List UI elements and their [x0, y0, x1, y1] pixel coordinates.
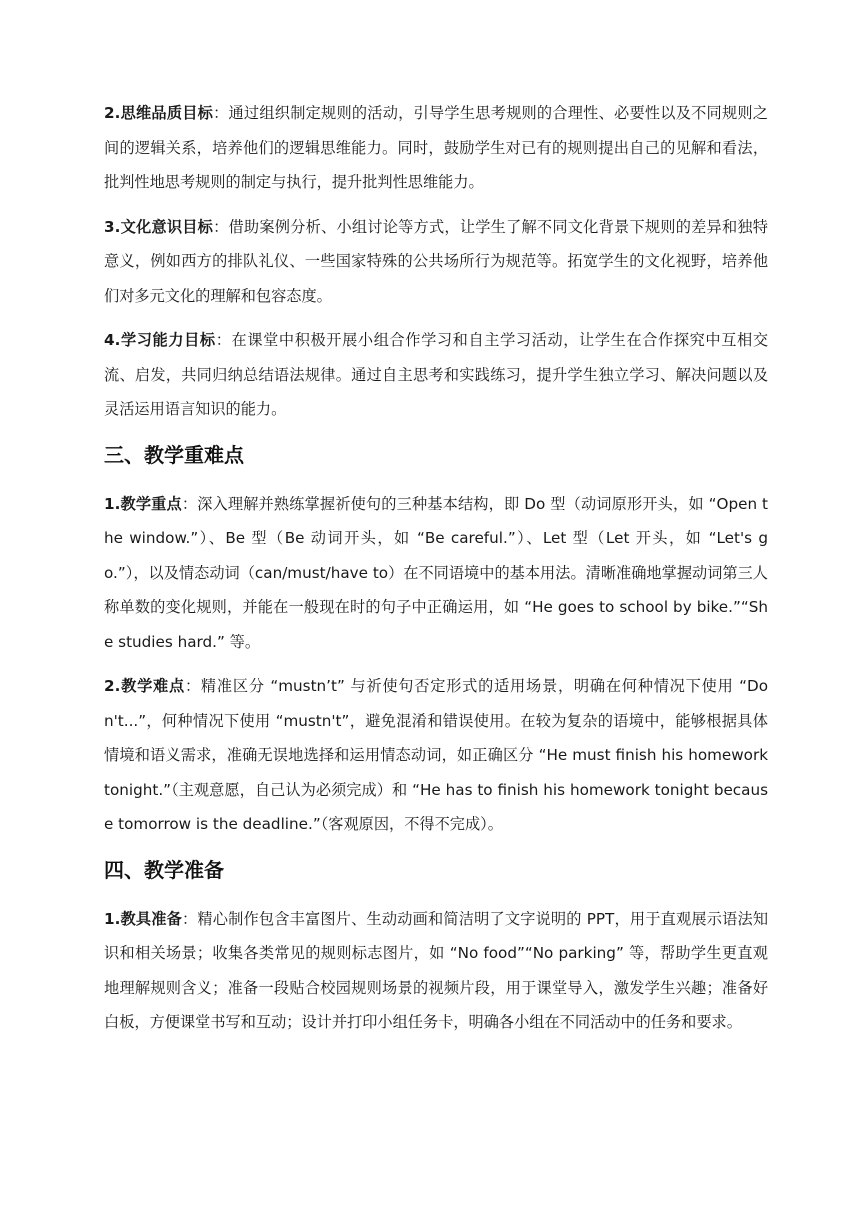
- paragraph-label: 2.思维品质目标: [104, 104, 214, 122]
- paragraph-label: 4.学习能力目标: [104, 331, 216, 349]
- paragraph-learning-ability-goal: [104, 323, 768, 427]
- paragraph-label: 1.教具准备: [104, 909, 183, 928]
- paragraph-text: ：借助案例分析、小组讨论等方式，让学生了解不同文化背景下规则的差异和独特意义，例如西方的排队礼仪、一些国家特殊的公共场所行为规范等。拓宽学生的文化视野，培养他们对多元文化的理解和包容态度。: [104, 217, 768, 305]
- paragraph-thinking-quality-goal: [104, 96, 768, 200]
- paragraph-text: ：精心制作包含丰富图片、生动动画和简洁明了文字说明的 PPT，用于直观展示语法知识和相关场景；收集各类常见的规则标志图片，如 “No food”“No parking” 等，帮助学生更直观地理解规则含义；准备一段贴合校园规则场景的视频片段，用于课堂导入，激发学生兴趣；准备好白板，方便课堂书写和互动；设计并打印小组任务卡，明确各小组在不同活动中的任务和要求。: [104, 909, 769, 1031]
- paragraph-text: ：通过组织制定规则的活动，引导学生思考规则的合理性、必要性以及不同规则之间的逻辑关系，培养他们的逻辑思维能力。同时，鼓励学生对已有的规则提出自己的见解和看法，批判性地思考规则的制定与执行，提升批判性思维能力。: [104, 104, 768, 191]
- paragraph-label: 2.教学难点: [104, 677, 185, 695]
- document-body: [104, 96, 768, 1050]
- paragraph-teaching-difficulty: [104, 669, 768, 842]
- paragraph-text: ：精准区分 “mustn’t” 与祈使句否定形式的适用场景，明确在何种情况下使用 “Don't...”，何种情况下使用 “mustn't”，避免混淆和错误使用。在较为复杂的语境中，能够根据具体情境和语义需求，准确无误地选择和运用情态动词，如正确区分 “He must finish his homework tonight.”（主观意愿，自己认为必须完成）和 “He has to finish his homework tonight because tomorrow is the deadline.”（客观原因，不得不完成）。: [104, 677, 768, 833]
- paragraph-label: 1.教学重点: [104, 494, 182, 513]
- section-heading-key-points: 三、教学重难点: [104, 442, 244, 467]
- paragraph-cultural-awareness-goal: [104, 210, 768, 314]
- paragraph-teaching-aids: [104, 902, 768, 1040]
- paragraph-teaching-focus: [104, 487, 768, 660]
- paragraph-label: 3.文化意识目标: [104, 217, 214, 236]
- paragraph-text: ：深入理解并熟练掌握祈使句的三种基本结构，即 Do 型（动词原形开头，如 “Open the window.”）、Be 型（Be 动词开头，如 “Be careful.”）、Let 型（Let 开头，如 “Let's go.”），以及情态动词（can/must/have to）在不同语境中的基本用法。清晰准确地掌握动词第三人称单数的变化规则，并能在一般现在时的句子中正确运用，如 “He goes to school by bike.”“She studies hard.” 等。: [104, 494, 769, 651]
- section-heading-preparation: 四、教学准备: [104, 857, 224, 882]
- paragraph-text: ：在课堂中积极开展小组合作学习和自主学习活动，让学生在合作探究中互相交流、启发，共同归纳总结语法规律。通过自主思考和实践练习，提升学生独立学习、解决问题以及灵活运用语言知识的能力。: [104, 331, 769, 418]
